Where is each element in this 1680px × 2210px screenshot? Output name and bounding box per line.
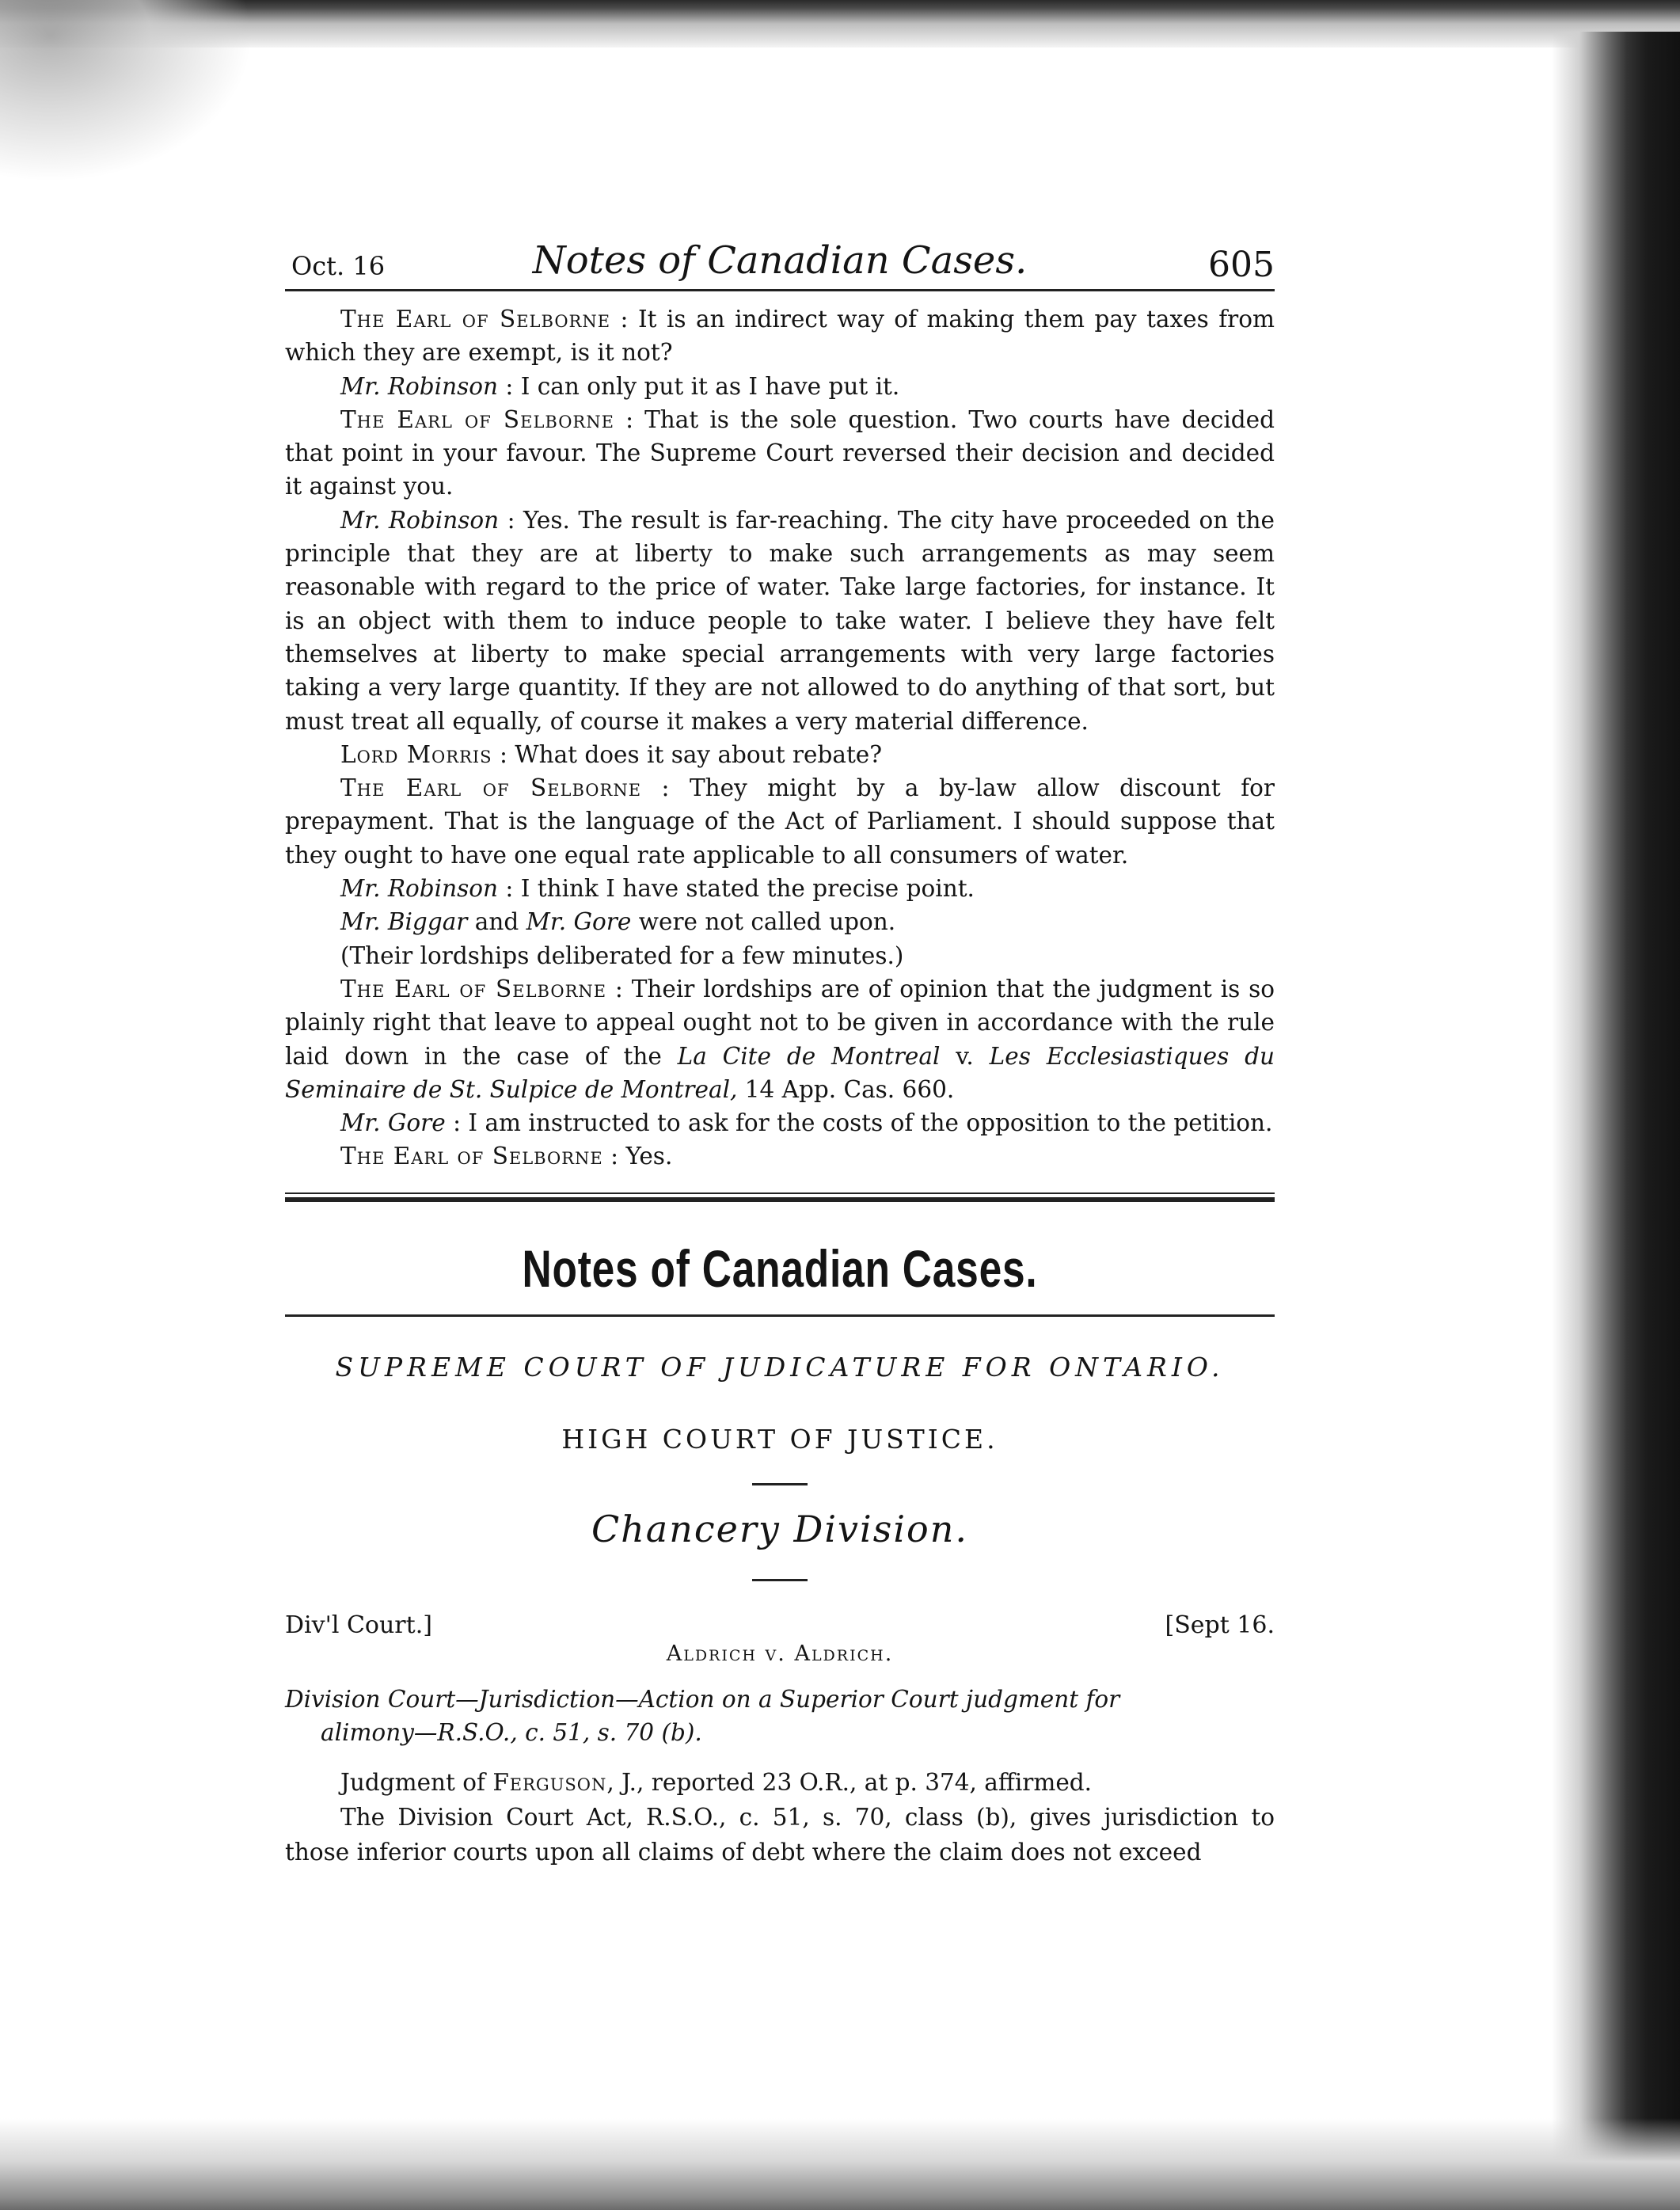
headnote (285, 1683, 1275, 1749)
speech: were not called upon. (631, 908, 896, 936)
speaker: Lord Morris (340, 740, 492, 768)
case-header (285, 1611, 1275, 1672)
short-rule (752, 1483, 808, 1485)
paragraph (285, 1800, 1275, 1870)
header-title: Notes of Canadian Cases. (532, 238, 1028, 283)
speaker: The Earl of Selborne (340, 405, 614, 433)
paragraph: Mr. Robinson : Yes. The result is far-reaching. The city have proceeded on the principle that they are at liberty to make such arrangements as may seem reasonable with regard to the price of water. Take large factories, for instance. It is an object with them to induce people to take water. I believe they have felt themselves at liberty to make special arrangements with very large factories taking a very large quantity. If they are not allowed to do anything of that sort, but must treat all equally, of course it makes a very material difference. (285, 506, 1275, 735)
case-court: Div'l Court.] (285, 1611, 432, 1639)
paragraph: The Earl of Selborne : Yes. (340, 1143, 673, 1170)
paragraph: The Earl of Selborne : It is an indirect way of making them pay taxes from which they are exempt, is it not? (285, 306, 1275, 367)
paragraph (285, 905, 1275, 938)
speech: Yes. (625, 1143, 673, 1170)
stage-note: (Their lordships deliberated for a few minutes.) (340, 941, 904, 969)
speaker: The Earl of Selborne (340, 774, 642, 802)
page-number: 605 (1208, 245, 1275, 285)
paragraph: The Earl of Selborne : They might by a by-law allow discount for prepayment. That is the language of the Act of Parliament. I should suppose that they ought to have one equal rate applicable to all consumers of water. (285, 774, 1275, 869)
case-name: Aldrich v. Aldrich. (666, 1641, 894, 1666)
citation: 14 App. Cas. 660. (737, 1075, 955, 1103)
double-rule (285, 1192, 1275, 1202)
speech: I am instructed to ask for the costs of the opposition to the petition. (468, 1109, 1273, 1137)
speech: They might by a by-law allow discount for prepayment. That is the language of the Act of Parliament. I should suppose that they ought to have one equal rate applicable to all consumers of water. (285, 774, 1275, 869)
speaker: Mr. Robinson (340, 506, 500, 534)
speech: What does it say about rebate? (515, 740, 883, 768)
headnote-line: alimony—R.S.O., c. 51, s. 70 (b). (321, 1718, 702, 1746)
conjunction: and (467, 908, 526, 936)
paragraph: The Earl of Selborne : Their lordships are of opinion that the judgment is so plainly right that leave to appeal ought not to be given in accordance with the rule laid down in the case of the La Cite de Montreal v. Les Ecclesiastiques du Seminaire de St. Sulpice de Montreal, 14 App. Cas. 660. (285, 975, 1275, 1103)
paragraph: Lord Morris : What does it say about rebate? (340, 740, 883, 768)
text: The Division Court Act, R.S.O., c. 51, s. 70, class (b), gives jurisdiction to those inferior courts upon all claims of debt where the claim does not exceed (285, 1803, 1275, 1866)
text: , J., reported 23 O.R., at p. 374, affirmed. (606, 1768, 1093, 1796)
header-date: Oct. 16 (291, 251, 386, 281)
chancery-heading: Chancery Division. (591, 1507, 968, 1550)
case-body (285, 1765, 1275, 1870)
speech: I can only put it as I have put it. (520, 372, 900, 400)
text: Judgment of (340, 1768, 493, 1796)
paragraph: The Earl of Selborne : That is the sole question. Two courts have decided that point in your favour. The Supreme Court reversed their decision and decided it against you. (285, 405, 1275, 500)
division-heading: HIGH COURT OF JUSTICE. (561, 1423, 998, 1455)
speech: Yes. The result is far-reaching. The city have proceeded on the principle that they are at liberty to make such arrangements as may seem reasonable with regard to the price of water. Take large factories, for instance. It is an object with them to induce people to take water. I believe they have felt themselves at liberty to make special arrangements with very large factories taking a very large quantity. If they are not allowed to do anything of that sort, but must treat all equally, of course it makes a very material difference. (285, 506, 1275, 735)
paragraph (285, 939, 1275, 972)
page (285, 234, 1275, 2118)
running-header (285, 234, 1275, 291)
section-title: Notes of Canadian Cases. (522, 1238, 1038, 1298)
speech: That is the sole question. Two courts have decided that point in your favour. The Supreme Court reversed their decision and decided it against you. (285, 405, 1275, 500)
paragraph: Mr. Robinson : I can only put it as I have put it. (340, 372, 900, 400)
name: Mr. Biggar (340, 908, 468, 936)
dialogue (285, 302, 1275, 1173)
name: Mr. Gore (526, 908, 632, 936)
case-name: La Cite de Montreal (677, 1042, 941, 1070)
speech: It is an indirect way of making them pay taxes from which they are exempt, is it not? (285, 306, 1275, 367)
court-heading: SUPREME COURT OF JUDICATURE FOR ONTARIO. (335, 1351, 1225, 1383)
speech: Their lordships are of opinion that the judgment is so plainly right that leave to appeal ought not to be given in accordance with the rule laid down in the case of the (285, 975, 1275, 1070)
speaker: Mr. Robinson (340, 372, 499, 400)
speech: I think I have stated the precise point. (520, 875, 975, 903)
speaker: The Earl of Selborne (340, 306, 611, 333)
scan-shadow-bottom (0, 2118, 1680, 2210)
scan-binding-shadow (1552, 32, 1680, 2210)
speaker: The Earl of Selborne (340, 1143, 603, 1170)
paragraph: Mr. Robinson : I think I have stated the precise point. (340, 875, 975, 903)
versus: v. (940, 1042, 990, 1070)
scan-stain (0, 0, 253, 182)
paragraph: Mr. Gore : I am instructed to ask for the costs of the opposition to the petition. (340, 1109, 1273, 1137)
case-date: [Sept 16. (1165, 1611, 1275, 1639)
short-rule (752, 1579, 808, 1581)
headnote-line: Division Court—Jurisdiction—Action on a Superior Court judgment for (285, 1685, 1120, 1713)
speaker: The Earl of Selborne (340, 975, 607, 1002)
case-name: Les Ecclesiastiques du Seminaire de St. Sulpice de Montreal, (285, 1042, 1275, 1103)
speaker: Mr. Robinson (340, 875, 499, 903)
paragraph (285, 1765, 1275, 1800)
rule (285, 1314, 1275, 1317)
speaker: Mr. Gore (340, 1109, 446, 1137)
judge-name: Ferguson (492, 1768, 607, 1796)
